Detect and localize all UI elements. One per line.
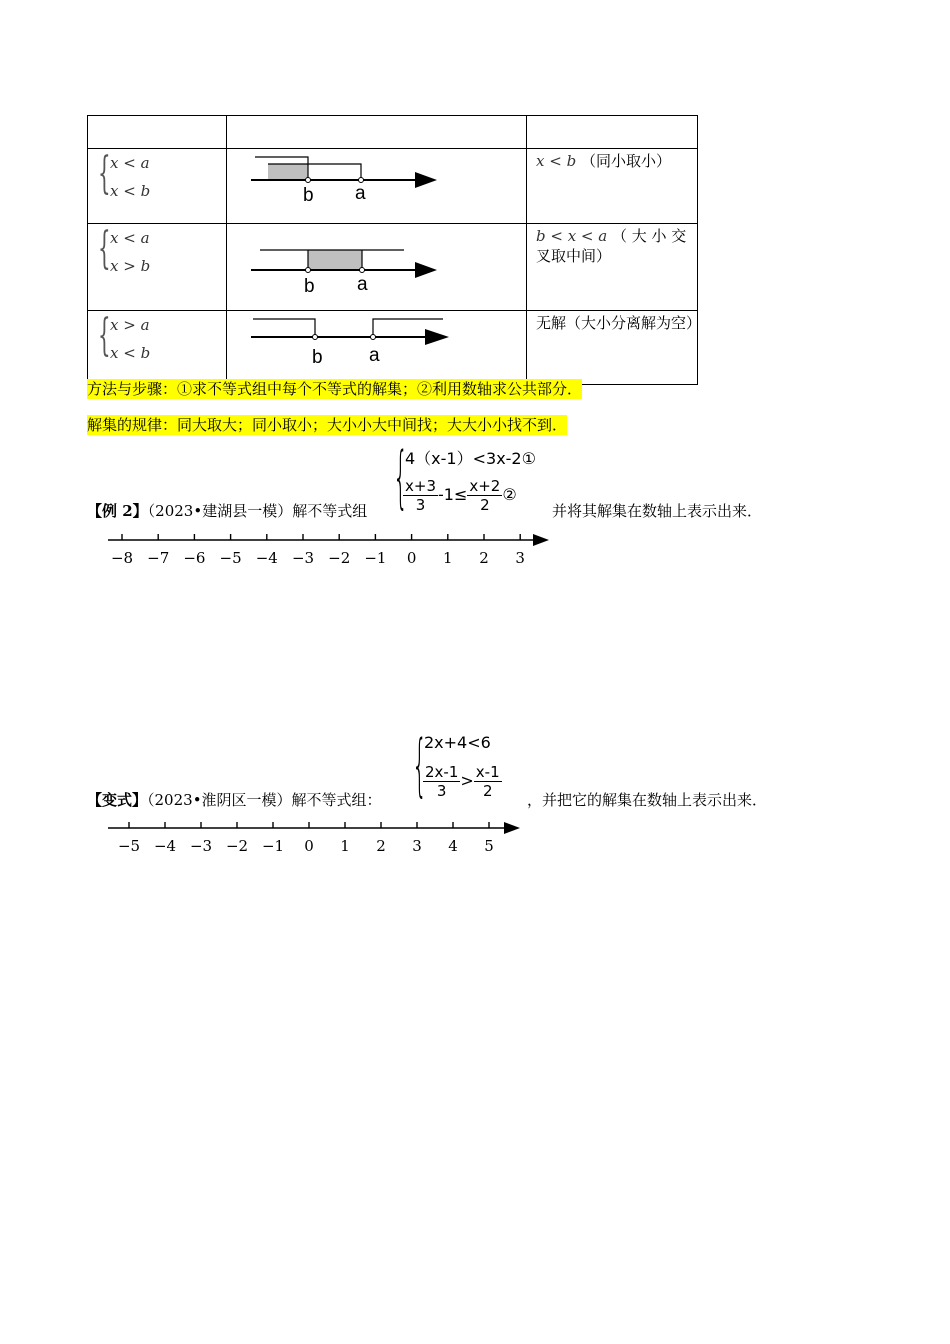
example2-prompt: 【例 2】（2023•建湖县一模）解不等式组: [87, 502, 368, 520]
tick-label: −7: [147, 549, 170, 567]
point-a: [359, 178, 364, 183]
variant-inequality-1: 2x+4<6: [424, 733, 491, 752]
example2-tail: 并将其解集在数轴上表示出来．: [552, 502, 763, 520]
number-line-diagram: [227, 149, 526, 219]
label-a: a: [357, 274, 368, 295]
overlap-shade: [268, 164, 308, 180]
tick-label: 1: [340, 837, 350, 855]
tick-label: 3: [515, 549, 525, 567]
tick-label: −5: [117, 837, 141, 855]
arrow-icon: [504, 822, 520, 834]
example2-number-line: [100, 528, 560, 572]
tick-label: −1: [364, 549, 387, 567]
brace-icon: {: [393, 438, 409, 517]
tick-label: 5: [484, 837, 494, 855]
brace-icon: {: [412, 726, 428, 805]
tick-label: 4: [448, 837, 458, 855]
point-a: [371, 335, 376, 340]
arrow-icon: [415, 262, 437, 278]
table-header-row: [88, 116, 698, 149]
tick-label: −6: [183, 549, 206, 567]
example2-inequality-1: 4（x-1）<3x-2①: [405, 449, 536, 468]
method-note: 方法与步骤：①求不等式组中每个不等式的解集；②利用数轴求公共部分．: [87, 380, 583, 398]
table-row: { x < a x > b b a b < x < a （ 大 小 交 叉取中间）: [88, 224, 698, 311]
point-b: [306, 268, 311, 273]
example-tag: 【例 2】: [87, 502, 148, 520]
number-line-diagram: [227, 224, 526, 306]
arrow-icon: [533, 534, 549, 546]
tick-label: −2: [225, 837, 249, 855]
label-b: b: [312, 347, 323, 368]
tick-label: −5: [219, 549, 242, 567]
variant-number-line: [100, 816, 530, 860]
arrow-icon: [425, 329, 449, 345]
label-b: b: [304, 276, 315, 297]
table-row: { x < a x < b b a x < b （同小取小）: [88, 149, 698, 224]
variant-tail: ，并把它的解集在数轴上表示出来．: [527, 791, 768, 809]
point-b: [313, 335, 318, 340]
result-cell: b < x < a （ 大 小 交 叉取中间）: [536, 227, 687, 265]
point-a: [360, 268, 365, 273]
brace-icon: {: [98, 310, 111, 361]
tick-label: −2: [328, 549, 351, 567]
overlap-shade: [308, 250, 362, 270]
variant-inequality-2: $\frac{2x-1}{3}$ > $\frac{x-1}{2}$: [425, 763, 500, 800]
tick-label: −3: [291, 549, 315, 567]
tick-label: 2: [479, 549, 489, 567]
brace-icon: {: [98, 223, 111, 274]
tick-label: −4: [153, 837, 177, 855]
tick-label: −3: [189, 837, 213, 855]
variant-prompt: 【变式】（2023•淮阴区一模）解不等式组：: [87, 791, 382, 809]
label-b: b: [303, 185, 314, 206]
tick-label: 3: [412, 837, 422, 855]
label-a: a: [355, 183, 366, 204]
brace-icon: {: [98, 148, 111, 199]
result-cell: 无解（大小分离解为空）: [536, 314, 702, 332]
tick-label: 0: [304, 837, 314, 855]
result-cell: x < b （同小取小）: [536, 152, 671, 170]
example2-inequality-2: $\frac{x+3}{3}$ -1≤ $\frac{x+2}{2}$ ②: [405, 477, 517, 514]
tick-label: −4: [255, 549, 278, 567]
bracket-b: [253, 319, 315, 337]
variant-tag: 【变式】: [87, 791, 148, 809]
solution-set-table: [87, 115, 702, 385]
rule-note: 解集的规律：同大取大；同小取小；大小小大中间找；大大小小找不到．: [87, 416, 568, 434]
tick-label: −1: [261, 837, 285, 855]
table-row: { x > a x < b b a 无解（大小分离解为空）: [88, 311, 698, 385]
tick-label: 0: [406, 549, 417, 567]
tick-label: 1: [443, 549, 453, 567]
label-a: a: [369, 345, 380, 366]
arrow-icon: [415, 172, 437, 188]
number-line-diagram: [227, 311, 526, 380]
tick-label: −8: [110, 549, 134, 567]
tick-label: 2: [376, 837, 386, 855]
point-b: [306, 178, 311, 183]
